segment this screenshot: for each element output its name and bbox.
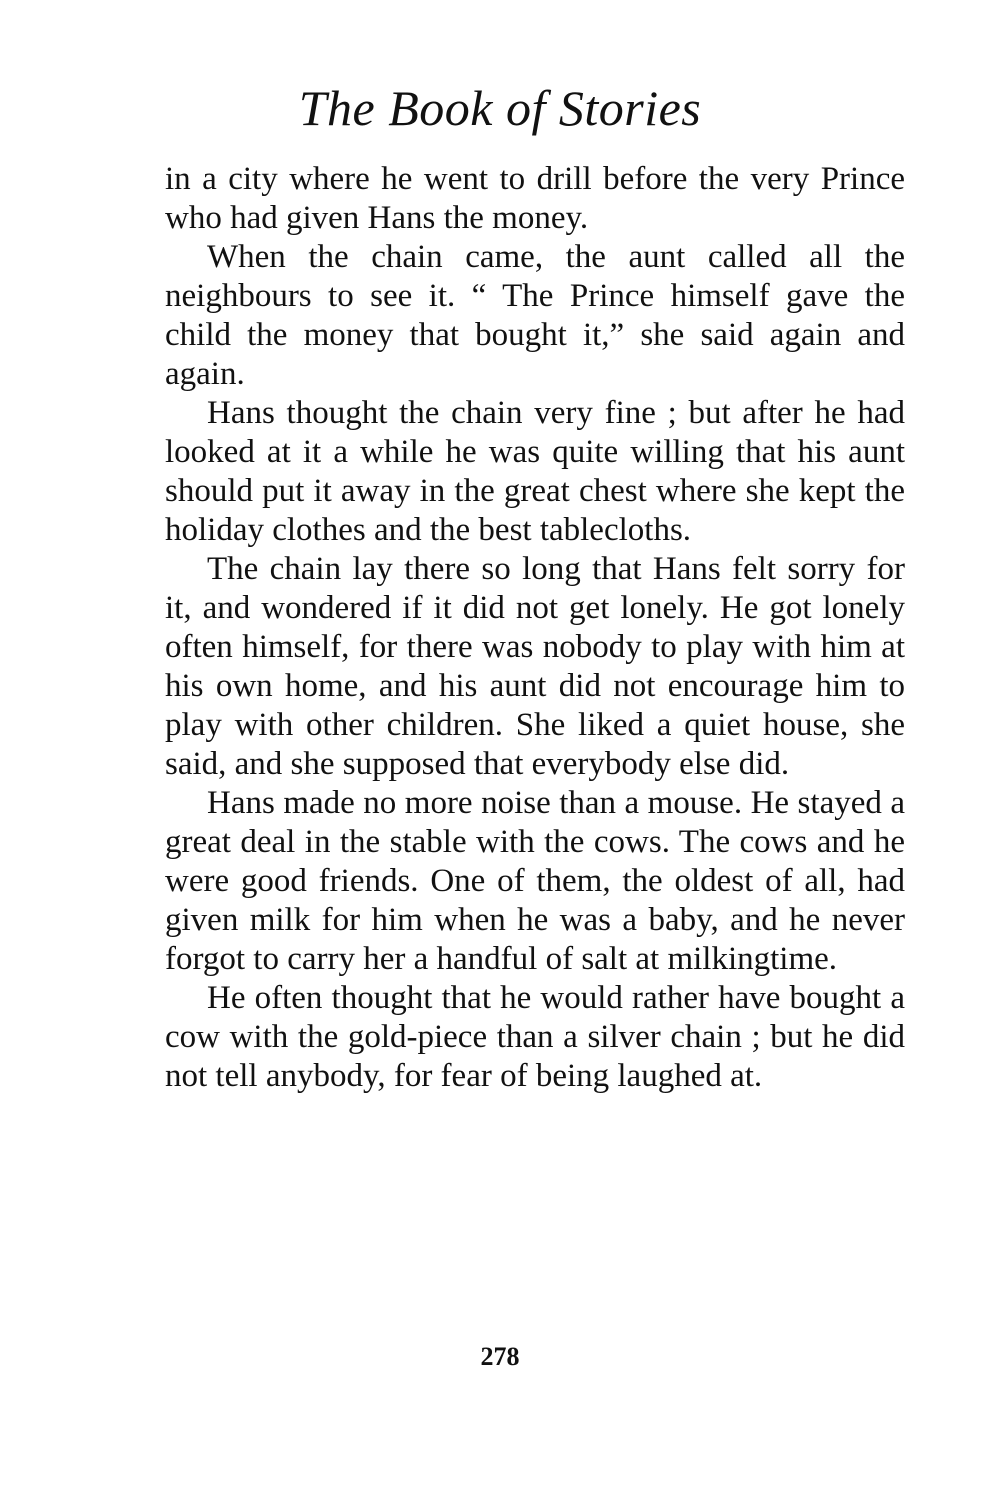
paragraph: Hans thought the chain very fine ; but after he had looked at it a while he was quite willing that his aunt should put it away in the great chest where she kept the holiday clothes and the best tablecloths. [165, 395, 905, 548]
paragraph: The chain lay there so long that Hans felt sorry for it, and wondered if it did not get lonely. He got lonely often himself, for there was nobody to play with him at his own home, and his aunt did not encourage him to play with other children. She liked a quiet house, she said, and she supposed that everybody else did. [165, 551, 905, 782]
paragraph: He often thought that he would rather have bought a cow with the gold-piece than a silver chain ; but he did not tell anybody, for fear of being laughed at. [165, 980, 905, 1094]
paragraph: in a city where he went to drill before the very Prince who had given Hans the money. [165, 161, 905, 236]
paragraph: Hans made no more noise than a mouse. He stayed a great deal in the stable with the cows. The cows and he were good friends. One of them, the oldest of all, had given milk for him when he was a baby, and he never forgot to carry her a handful of salt at milkingtime. [165, 785, 905, 977]
body-text [165, 160, 905, 1096]
page-number: 278 [480, 1342, 520, 1371]
paragraph: When the chain came, the aunt called all the neighbours to see it. “ The Prince himself gave the child the money that bought it,” she said again and again. [165, 239, 905, 392]
running-head: The Book of Stories [298, 80, 702, 136]
